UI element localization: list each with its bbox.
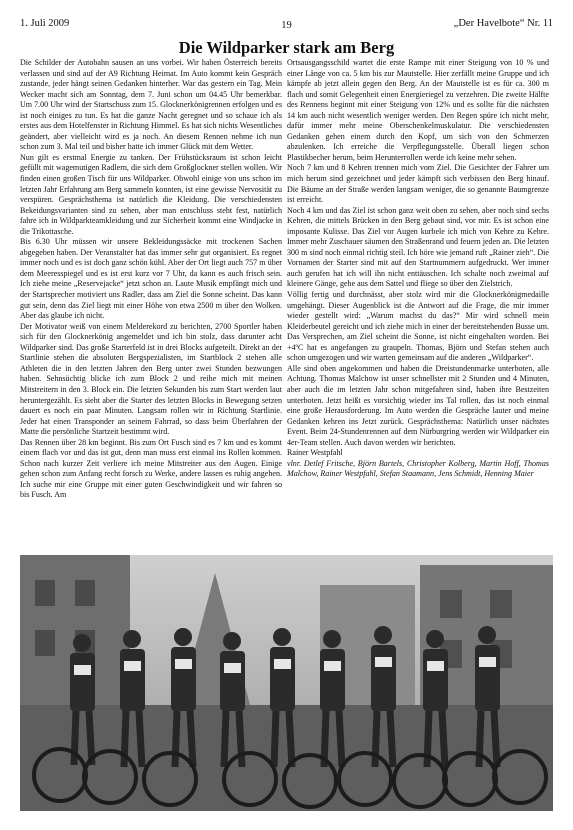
article-column-left: [20, 58, 282, 501]
paragraph: Noch 4 km und das Ziel ist schon ganz weit oben zu sehen, aber noch sind sechs Kehren, die mittels Brücken in den Berg gebaut sind, vor mir. Es ist schon eine imposante Kulisse. Das Ziel vor Augen kurbele ich mich von Kehre zu Kehre. Immer mehr Zuschauer säumen den Straßenrand und feuern jeden an. Die letzten 300 m sind noch einmal richtig steil. Ich höre wie jemand ruft „Rainer zieh“. Die Vornamen der Starter sind mit auf den Startnummern aufgedruckt. Wer immer auch gerufen hat ich will ihn nicht enttäuschen. Ich schalte noch zweimal auf kleinere Gänge, gehe aus dem Sattel und fliege so über den Zielstrich.: [287, 205, 549, 289]
page-number: 19: [281, 20, 292, 31]
article-column-right: [287, 58, 549, 480]
paragraph: Bis 6.30 Uhr müssen wir unsere Bekleidungssäcke mit trockenen Sachen abgegeben haben. Der Veranstalter hat das immer sehr gut organisiert. Es regnet immer noch und es ist doch ganz schön kühl. Aber der Ort liegt auch 757 m über dem Meeresspiegel und es ist erst kurz vor 7 Uhr, da kann es auch frisch sein. Ich ziehe meine „Reservejacke“ jetzt schon an. Laute Musik empfängt mich und der Startsprecher motiviert uns Radler, dass am Ziel die Sonne scheint. Das kann gut sein, denn das Ziel liegt mit einer Höhe von etwa 2500 m über den Wolken. Aber das glaube ich nicht.: [20, 237, 282, 321]
photo-caption: vlnr. Detlef Fritsche, Björn Bartels, Christopher Kolberg, Martin Hoff, Thomas Malchow, Rainer Westpfahl, Stefan Staamann, Jens Schmidt, Henning Maier: [287, 458, 549, 479]
paragraph: Alle sind oben angekommen und haben die Dreistundenmarke unterboten, alle Achtung. Thomas Malchow ist unser schnellster mit 2 Stunden und 4 Minuten, aber auch die im letzten Jahr schon mitgefahren sind, haben ihre Bestzeiten unterboten. Jetzt heißt es vorsichtig wieder ins Tal rollen, das ist noch einmal eine große Herausforderung. Im Auto werden die Gespräche lauter und meine Gedanken kehren ins Jetzt zurück. Gesprächsthema: Natürlich unser nächstes Event. Beim 24-Stundenrennen auf dem Nürburgring werden wir Wildparker ein 4er-Team stellen. Auch davon werden wir berichten.: [287, 363, 549, 447]
paragraph: Nun gilt es erstmal Energie zu tanken. Der Frühstücksraum ist schon leicht gefüllt mit wagemutigen Radlern, die sich dem Großglockner stellen wollen. Wir finden einen großen Tisch für uns Wildparker. Obwohl einige von uns schon im letzten Jahr Erfahrung am Berg sammeln konnten, ist eine gewisse Nervosität zu verspüren. Gesprächsthema ist natürlich die Kleidung. Die verschiedensten Bekeidungsvarianten sind zu sehen, aber man entschluss steht fest, natürlich fahre ich in Wildparkteamkleidung und zur Sicherheit kommt eine Windjacke in die Trikottasche.: [20, 152, 282, 236]
paragraph: Noch 7 km und 8 Kehren trennen mich vom Ziel. Die Gesichter der Fahrer um mich herum sind gezeichnet und jeder kämpft sich verbissen den Berg hinauf. Die Bäume an der Straße werden langsam weniger, die so genannte Baumgrenze ist erreicht.: [287, 163, 549, 205]
paragraph: Die Schilder der Autobahn sausen an uns vorbei. Wir haben Österreich bereits verlassen und sind auf der A9 Richtung Heimat. Im Auto kommt kein Gespräch zustande, jeder hängt seinen Gedanken hinterher. War das gestern ein Tag. Mein Wecker macht sich am Sonntag, dem 7. Juni schon um 04.45 Uhr bemerkbar. Um 7.00 Uhr wird der Startschuss zum 15. Glocknerkönigrennen erfolgen und es ist noch einiges zu tun. Es hat die ganze Nacht geregnet und so schaue ich als erstes aus dem Hotelfenster in Richtung Himmel. Es hat sich nichts Wesentliches geändert, aber vielleicht wird es ja noch. An diesem Rennen nehme ich nun schon zum 3. Mal teil und bisher hatte ich immer Glück mit dem Wetter.: [20, 58, 282, 152]
photo-illustration: [20, 555, 553, 811]
issue-date: 1. Juli 2009: [20, 18, 70, 29]
paragraph: Völlig fertig und durchnässt, aber stolz wird mir die Glocknerkönigmedaille umgehängt. Dieser Augenblick ist die Antwort auf die Frage, die mir immer wieder gestellt wird: „Warum machst du das?“ Mir wird schnell mein Kleiderbeutel gereicht und ich ziehe mich in einer der bereitstehenden Busse um. Das Versprechen, am Ziel scheint die Sonne, ist nicht eingehalten worden. Bei +4ºC hat es angefangen zu graupeln. Thomas, Björn und Stefan stehen auch schon umgezogen und wir warten gemeinsam auf die anderen „Wildparker“.: [287, 290, 549, 363]
cyclists-group-photo: [20, 555, 553, 811]
article-title: Die Wildparker stark am Berg: [178, 38, 395, 57]
paragraph: Das Rennen über 28 km beginnt. Bis zum Ort Fusch sind es 7 km und es kommt einem flach vor und das ist gut, denn man muss erst einmal ins Rollen kommen. Schon nach kurzer Zeit verliere ich meine Mitstreiter aus den Augen. Einige gehen schon zum Anfang recht forsch zu Werke, andere lassen es ruhig angehen. Ich suche mir eine Gruppe mit einer guten Geschwindigkeit und wir fahren so bis Fusch. Am: [20, 437, 282, 500]
author-signature: Rainer Westpfahl: [287, 448, 343, 458]
paragraph: Ortsausgangsschild wartet die erste Rampe mit einer Steigung von 10 % und einer Länge von ca. 5 km bis zur Mautstelle. Hier zerfällt meine Gruppe und ich kämpfe ab jetzt allein gegen den Berg. An der Mautstelle ist es für ca. 300 m flach und somit Gelegenheit einen Energieriegel zu verzehren. Die zweite Hälfte des Rennens beginnt mit einer Steigung von 12% und es sollte für die nächsten 14 km auch nicht wesentlich weniger werden. Den Regen spüre ich nicht mehr, dafür immer mehr meine Oberschenkelmuskulatur. Die verschiedensten Gedanken gehen einem durch den Kopf, um sich von den Schmerzen abzulenken. Ich erreiche die Verpflegungsstelle. Überall liegen schon Plastikbecher herum, beim Herunterrollen werde ich keine mehr sehen.: [287, 58, 549, 162]
publication-name: „Der Havelbote“ Nr. 11: [453, 18, 553, 29]
paragraph: Der Motivator weiß von einem Melderekord zu berichten, 2700 Sportler haben sich für den Glocknerkönig angemeldet und ich bin stolz, dass darunter acht Wildparker sind. Das große Starterfeld ist in drei Blocks aufgeteilt. Direkt an der Startlinie stehen die absoluten Bergspezialisten, im Startblock 2 stehen alle Athleten die in den letzten Jahren den Berg unter zwei Stunden bezwungen haben. Sehnsüchtig blicke ich zum Block 2 und reihe mich mit meinen Mitstreitern in den 3. Block ein. Die letzten Sekunden bis zum Start werden laut heruntergezählt. Es sieht aber die Starter des letzten Blocks in Bewegung setzen dauert es noch ein paar Minuten. Langsam rollen wir in Richtung Startlinie. Jeder hat einen Transponder an seinem Fahrrad, so dass beim Überfahren der Matte die persönliche Startzeit bestimmt wird.: [20, 321, 282, 437]
page-header: [20, 18, 553, 34]
